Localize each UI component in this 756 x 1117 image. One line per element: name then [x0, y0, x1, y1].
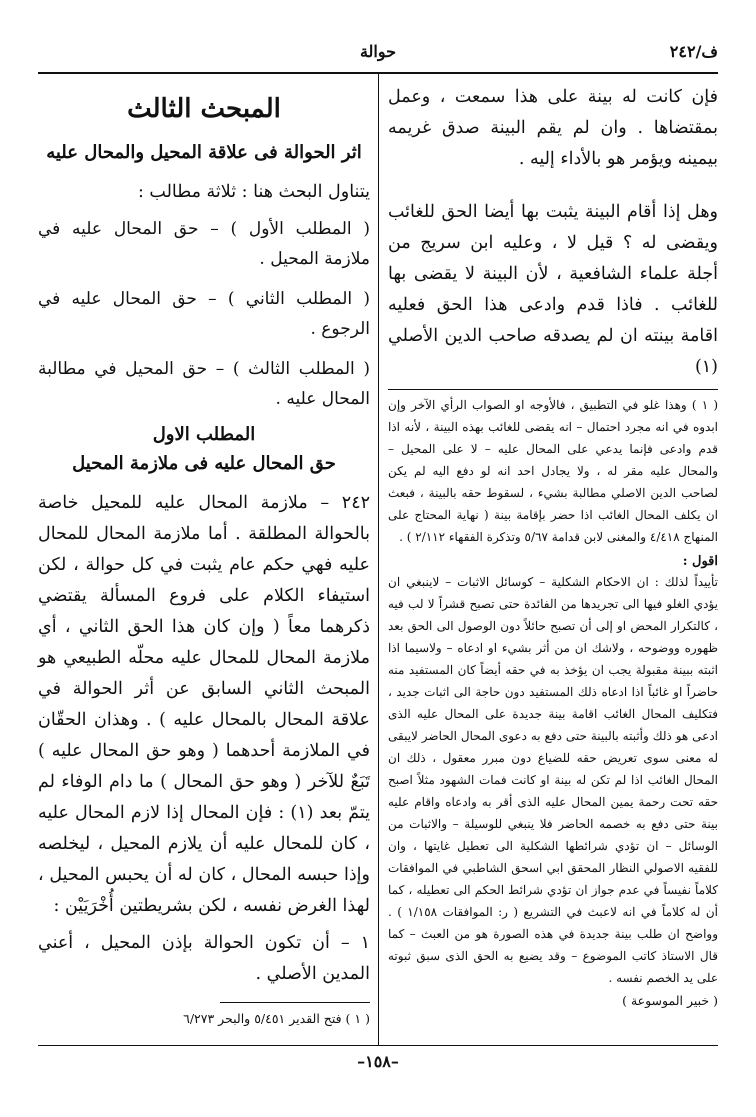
page-reference: ف/٢٤٢ [669, 42, 718, 61]
list-item: ( المطلب الأول ) – حق المحال عليه في ملازمة المحيل . [38, 219, 370, 269]
list-item: ( المطلب الثالث ) – حق المحيل في مطالبة المحال عليه . [38, 359, 370, 409]
intro-text: يتناول البحث هنا : ثلاثة مطالب : [137, 182, 370, 202]
subsection-title: حق المحال عليه فى ملازمة المحيل [72, 453, 336, 474]
paragraph-witness: وهل إذا أقام البينة يثبت بها أيضا الحق للغائب ويقضى له ؟ قيل لا ، وعليه ابن سريج من أجلة علماء الشافعية ، لأن البينة لا يقضى بها للغائب . فاذا قدم وادعى هذا الحق فعليه اقامة بينته ان لم يصدقه صاحب الدين الأصلي (١) [388, 202, 718, 377]
footer-rule [38, 1045, 718, 1046]
section-title: المبحث الثالث [127, 94, 281, 124]
list-item: ( المطلب الثاني ) – حق المحال عليه في الرجوع . [38, 289, 370, 339]
column-divider [378, 74, 379, 1045]
continued-paragraph: فإن كانت له بينة على هذا سمعت ، وعمل بمقتضاها . وان لم يقم البينة صدق غريمه بيمينه ويؤمر هو بالأداء إليه . [388, 87, 718, 169]
right-column [388, 82, 718, 1008]
left-column [38, 90, 370, 1029]
footnote-rule-left [220, 1002, 370, 1003]
condition-paragraph: ١ – أن تكون الحوالة بإذن المحيل ، أعني المدين الأصلي . [38, 933, 370, 984]
page-number: –١٥٨– [357, 1052, 399, 1071]
footnote-rule [388, 389, 718, 390]
footnote-1: ( ١ ) وهذا غلو في التطبيق ، فالأوجه او الصواب الرأي الآخر وإن ابدوه في انه مجرد احتمال – انه يقضى للغائب بهذه البينة ، لأنه اذا قدم وادعى فإنما يدعي على المحال عليه – لا على المحيل – والمحال عليه مقر له ، ولا يجادل احد انه لو دفع اليه لم يكن لصاحب الدين الاصلي مطالبة بشيء ، لسقوط حقه بالبينة ، فبعث ان يكلف المحال الغائب اذا حضر بإقامة بينة ( نهاية المحتاج على المنهاج ٤/٤١٨ والمغنى لابن قدامة ٥/٦٧ وتذكرة الفقهاء ٢/١١٢ ) . [388, 398, 719, 544]
topic-heading: اثر الحوالة فى علاقة المحيل والمحال عليه [46, 142, 362, 163]
editor-credit: ( خبير الموسوعة ) [622, 993, 718, 1008]
editor-note-body: تأييداً لذلك : ان الاحكام الشكلية – كوسائل الاثبات – لاينبغي ان يؤدي الغلو فيها الى تجريدها من الفائدة حتى تصبح قشراً لا لب فيه ، كالتكرار المحض او إلى أن تصبح حائلاً دون الوصول الى الحق بعد ظهوره ووضوحه ، ولاشك ان من أثر بشيء او ادعاه – ولاسيما اذا اثبته ببينة مقبولة يجب ان يؤخذ به في حقه أيضاً كان المستفيد منه حاضراً او غائباً اذا ادعاه ذلك المستفيد دون حاجة الى اثبات جديد ، فتكليف المحال الغائب اقامة بينة جديدة على المحال عليه الذى ادعى هو ذلك وأثبته بالبينة حتى دفع به دعوى المحال الحاضر لايبقى له معنى سوى تعريض حقه للضياع دون مبرر معقول ، ذلك ان المحال الغائب اذا لم تكن له بينة او كانت فمات الشهود مثلاً اصبح حقه تحت رحمة يمين المحال عليه الذى أقر به وادعاه واقام عليه بينة حتى دفع به خصمه الحاضر فلا ينبغي للوسيلة – والاثبات من الوسائل – ان تؤدي شرائطها الشكلية الى تعطيل غايتها ، وان للفقيه الاصولي النظار المحقق ابي اسحق الشاطبي في الموافقات كلاماً نفيساً في عدم جواز ان تؤدي شرائط الحكم الى تعطيله ، كما أن له كلاماً في انه لاعبث في التشريع ( ر: الموافقات ١/١٥٨ ) . وواضح ان طلب بينة جديدة في هذه الصورة هو من العبث – كما قال الاستاذ كاتب الموضوع – وقد يضيع به الحق الذى سبق ثبوته على يد الخصم نفسه . [388, 575, 718, 985]
page-header [38, 40, 718, 70]
editor-note-heading: اقول : [682, 554, 718, 569]
subsection-heading: المطلب الاول [152, 424, 256, 445]
footnote-left: ( ١ ) فتح القدير ٥/٤٥١ والبحر ٦/٢٧٣ [183, 1011, 370, 1026]
body-paragraph: ٢٤٢ – ملازمة المحال عليه للمحيل خاصة بالحوالة المطلقة . أما ملازمة المحال للمحال عليه فهي حكم عام يثبت في كل حوالة ، لكن استيفاء الكلام على فروع المسألة يقتضي ذكرهما معاً ( وإن كان هذا الحق الثاني ، أي ملازمة المحال للمحال عليه محلّه الطبيعي هو المبحث الثاني السابق عن أثر الحوالة في علاقة المحال بالمحال عليه ) . وهذان الحقّان في الملازمة أحدهما ( وهو حق المحال عليه ) تَبَعٌ للآخر ( وهو حق المحال ) ما دام الوفاء لم يتمّ بعد (١) : فإن المحال إذا لازم المحال عليه ، كان للمحال عليه أن يلازم المحيل ، ليخلصه وإذا حبسه المحال ، كان له أن يحبس المحيل ، لهذا الغرض نفسه ، لكن بشريطتين أُخْرَيَيْن : [38, 493, 371, 916]
running-title: حوالة [359, 42, 397, 61]
